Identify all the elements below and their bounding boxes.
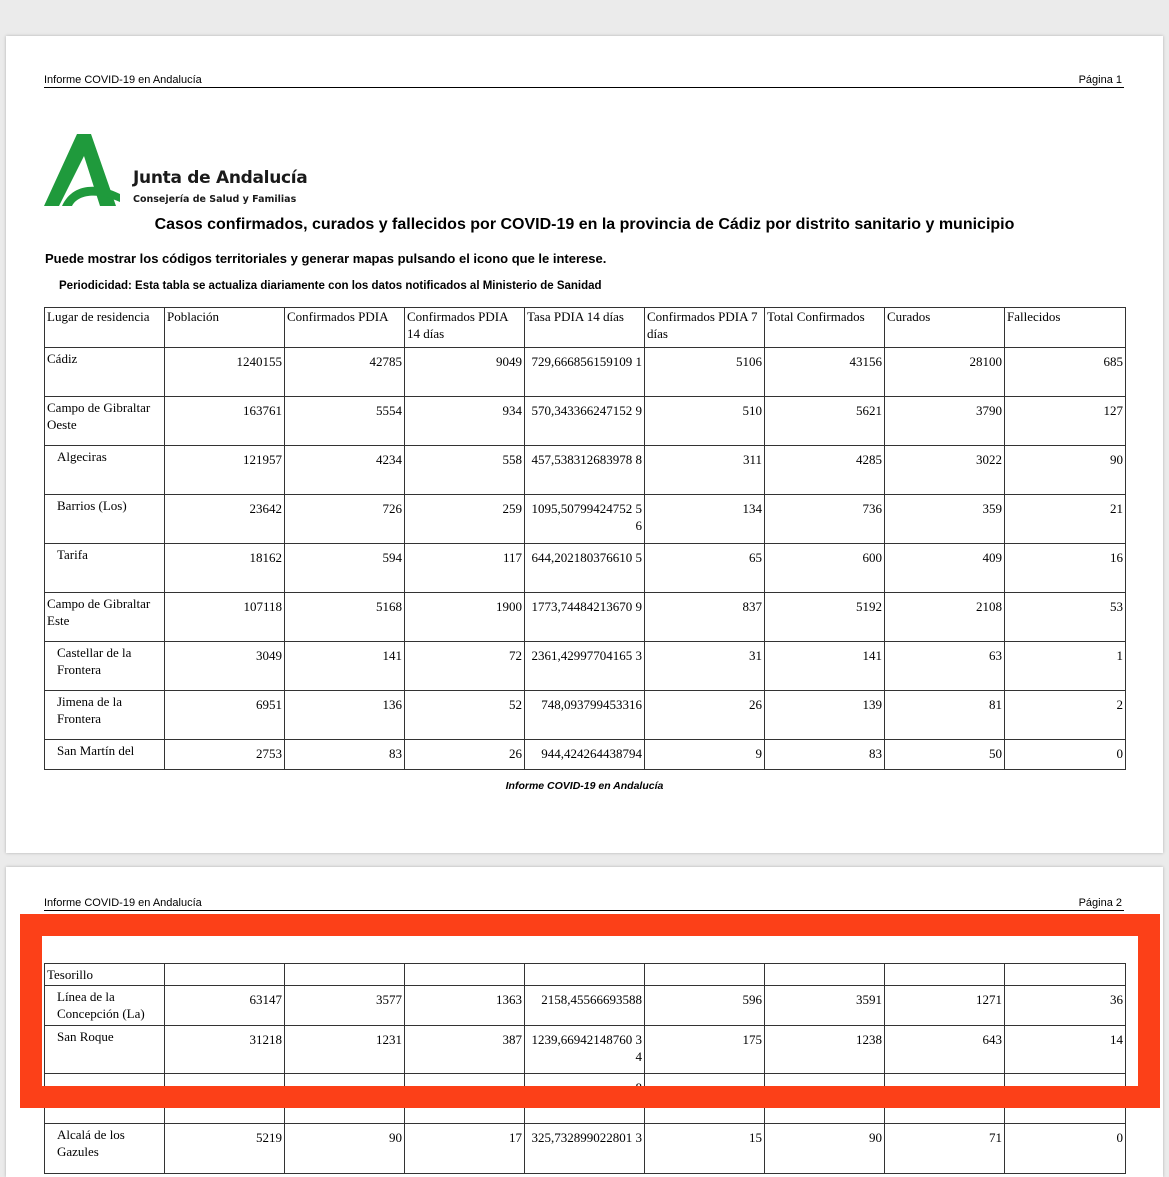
- value-cell: 570,343366247152 9: [525, 397, 645, 446]
- value-cell: 72: [405, 642, 525, 691]
- value-cell: 42785: [285, 348, 405, 397]
- value-cell: 359: [885, 495, 1005, 544]
- value-cell: 1095,50799424752 56: [525, 495, 645, 544]
- value-cell: 596: [645, 986, 765, 1026]
- place-cell: San Martín del: [45, 740, 165, 770]
- value-cell: 117: [405, 544, 525, 593]
- value-cell: 63: [885, 642, 1005, 691]
- value-cell: 558: [405, 446, 525, 495]
- place-cell: Tarifa: [45, 544, 165, 593]
- place-cell: Cádiz: [45, 348, 165, 397]
- place-cell: Castellar de la Frontera: [45, 642, 165, 691]
- value-cell: 15: [645, 1124, 765, 1174]
- value-cell: 1238: [765, 1026, 885, 1074]
- place-cell: Línea de la Concepción (La): [45, 986, 165, 1026]
- value-cell: 1239,66942148760 34: [525, 1026, 645, 1074]
- value-cell: 52: [405, 691, 525, 740]
- value-cell: 163761: [165, 397, 285, 446]
- report-periodicity: Periodicidad: Esta tabla se actualiza diariamente con los datos notificados al Ministerio de Sanidad: [59, 280, 602, 292]
- page-footer: Informe COVID-19 en Andalucía: [505, 780, 664, 792]
- value-cell: 4285: [765, 446, 885, 495]
- value-cell: 21: [1005, 495, 1126, 544]
- value-cell: 1773,74484213670 9: [525, 593, 645, 642]
- header-title: Informe COVID-19 en Andalucía: [44, 897, 202, 909]
- report-subtitle: Puede mostrar los códigos territoriales y generar mapas pulsando el icono que le interese.: [45, 251, 607, 266]
- value-cell: 5219: [165, 1124, 285, 1174]
- value-cell: 2108: [885, 593, 1005, 642]
- value-cell: 43156: [765, 348, 885, 397]
- value-cell: 387: [405, 1026, 525, 1074]
- value-cell: 2753: [165, 740, 285, 770]
- column-header: Lugar de residencia: [45, 308, 165, 348]
- column-header: Confirmados PDIA 7 días: [645, 308, 765, 348]
- value-cell: 1363: [405, 986, 525, 1026]
- value-cell: 50: [885, 740, 1005, 770]
- value-cell: 3049: [165, 642, 285, 691]
- value-cell: 726: [285, 495, 405, 544]
- report-title: Casos confirmados, curados y fallecidos por COVID-19 en la provincia de Cádiz por distrito sanitario y municipio: [154, 216, 1015, 233]
- place-cell: Tesorillo: [45, 964, 165, 986]
- table-row: [45, 642, 1126, 691]
- value-cell: 2: [1005, 691, 1126, 740]
- value-cell: 127: [1005, 397, 1126, 446]
- value-cell: 136: [285, 691, 405, 740]
- value-cell: 3577: [285, 986, 405, 1026]
- table-header-row: [45, 308, 1126, 348]
- value-cell: 3022: [885, 446, 1005, 495]
- value-cell: 5168: [285, 593, 405, 642]
- value-cell: 31: [645, 642, 765, 691]
- value-cell: 36: [1005, 986, 1126, 1026]
- value-cell: 643: [885, 1026, 1005, 1074]
- value-cell: 3790: [885, 397, 1005, 446]
- value-cell: 121957: [165, 446, 285, 495]
- column-header: Total Confirmados: [765, 308, 885, 348]
- value-cell: 63147: [165, 986, 285, 1026]
- value-cell: 594: [285, 544, 405, 593]
- value-cell: 600: [765, 544, 885, 593]
- column-header: Confirmados PDIA: [285, 308, 405, 348]
- value-cell: 1271: [885, 986, 1005, 1026]
- value-cell: 175: [645, 1026, 765, 1074]
- value-cell: 16: [1005, 544, 1126, 593]
- value-cell: 26: [645, 691, 765, 740]
- value-cell: 1240155: [165, 348, 285, 397]
- table-row: [45, 1124, 1126, 1174]
- page-header: [44, 889, 1124, 911]
- value-cell: 837: [645, 593, 765, 642]
- place-cell: Campo de Gibraltar Este: [45, 593, 165, 642]
- value-cell: 736: [765, 495, 885, 544]
- value-cell: 65: [645, 544, 765, 593]
- value-cell: 90: [765, 1124, 885, 1174]
- logo-subtitle: Consejería de Salud y Familias: [133, 194, 297, 205]
- place-cell: Campo de Gibraltar Oeste: [45, 397, 165, 446]
- place-cell: Jimena de la Frontera: [45, 691, 165, 740]
- page-number: Página 1: [1078, 74, 1122, 86]
- value-cell: 26: [405, 740, 525, 770]
- value-cell: 71: [885, 1124, 1005, 1174]
- value-cell: 409: [885, 544, 1005, 593]
- junta-andalucia-logo-icon: [44, 132, 126, 208]
- place-cell: Algeciras: [45, 446, 165, 495]
- value-cell: 31218: [165, 1026, 285, 1074]
- value-cell: 141: [285, 642, 405, 691]
- value-cell: 748,093799453316: [525, 691, 645, 740]
- value-cell: 4234: [285, 446, 405, 495]
- value-cell: 0: [1005, 740, 1126, 770]
- value-cell: 18162: [165, 544, 285, 593]
- place-cell: San Roque: [45, 1026, 165, 1074]
- value-cell: 2158,45566693588: [525, 986, 645, 1026]
- value-cell: 53: [1005, 593, 1126, 642]
- value-cell: 0: [1005, 1124, 1126, 1174]
- table-row: [45, 740, 1126, 770]
- table-row: [45, 348, 1126, 397]
- page-number: Página 2: [1078, 897, 1122, 909]
- value-cell: 9: [645, 740, 765, 770]
- value-cell: 1: [1005, 642, 1126, 691]
- value-cell: 141: [765, 642, 885, 691]
- value-cell: 325,732899022801 3: [525, 1124, 645, 1174]
- value-cell: 5554: [285, 397, 405, 446]
- value-cell: 934: [405, 397, 525, 446]
- table-row: [45, 593, 1126, 642]
- page-header: [44, 66, 1124, 88]
- value-cell: 6951: [165, 691, 285, 740]
- column-header: Tasa PDIA 14 días: [525, 308, 645, 348]
- value-cell: 28100: [885, 348, 1005, 397]
- place-cell: Alcalá de los Gazules: [45, 1124, 165, 1174]
- column-header: Confirmados PDIA 14 días: [405, 308, 525, 348]
- value-cell: 23642: [165, 495, 285, 544]
- value-cell: 107118: [165, 593, 285, 642]
- value-cell: 134: [645, 495, 765, 544]
- value-cell: 1231: [285, 1026, 405, 1074]
- value-cell: 81: [885, 691, 1005, 740]
- table-row: [45, 544, 1126, 593]
- header-title: Informe COVID-19 en Andalucía: [44, 74, 202, 86]
- column-header: Población: [165, 308, 285, 348]
- value-cell: 90: [285, 1124, 405, 1174]
- value-cell: 644,202180376610 5: [525, 544, 645, 593]
- value-cell: 1900: [405, 593, 525, 642]
- covid-data-table: [44, 307, 1126, 770]
- table-row: [45, 691, 1126, 740]
- value-cell: 8: [525, 1074, 645, 1124]
- column-header: Fallecidos: [1005, 308, 1126, 348]
- value-cell: 729,666856159109 1: [525, 348, 645, 397]
- value-cell: 2361,42997704165 3: [525, 642, 645, 691]
- value-cell: 83: [765, 740, 885, 770]
- table-row: [45, 446, 1126, 495]
- report-page-1: [6, 36, 1163, 853]
- value-cell: 17: [405, 1124, 525, 1174]
- value-cell: 5192: [765, 593, 885, 642]
- highlight-box: [20, 914, 1160, 1108]
- value-cell: 259: [405, 495, 525, 544]
- value-cell: 3591: [765, 986, 885, 1026]
- value-cell: 457,538312683978 8: [525, 446, 645, 495]
- value-cell: 944,424264438794: [525, 740, 645, 770]
- value-cell: 139: [765, 691, 885, 740]
- value-cell: 90: [1005, 446, 1126, 495]
- value-cell: 5621: [765, 397, 885, 446]
- value-cell: 9049: [405, 348, 525, 397]
- place-cell: Barrios (Los): [45, 495, 165, 544]
- value-cell: 5106: [645, 348, 765, 397]
- value-cell: 83: [285, 740, 405, 770]
- logo-title: Junta de Andalucía: [133, 168, 308, 188]
- table-row: [45, 495, 1126, 544]
- value-cell: 14: [1005, 1026, 1126, 1074]
- table-row: [45, 397, 1126, 446]
- value-cell: 311: [645, 446, 765, 495]
- value-cell: 685: [1005, 348, 1126, 397]
- value-cell: 510: [645, 397, 765, 446]
- column-header: Curados: [885, 308, 1005, 348]
